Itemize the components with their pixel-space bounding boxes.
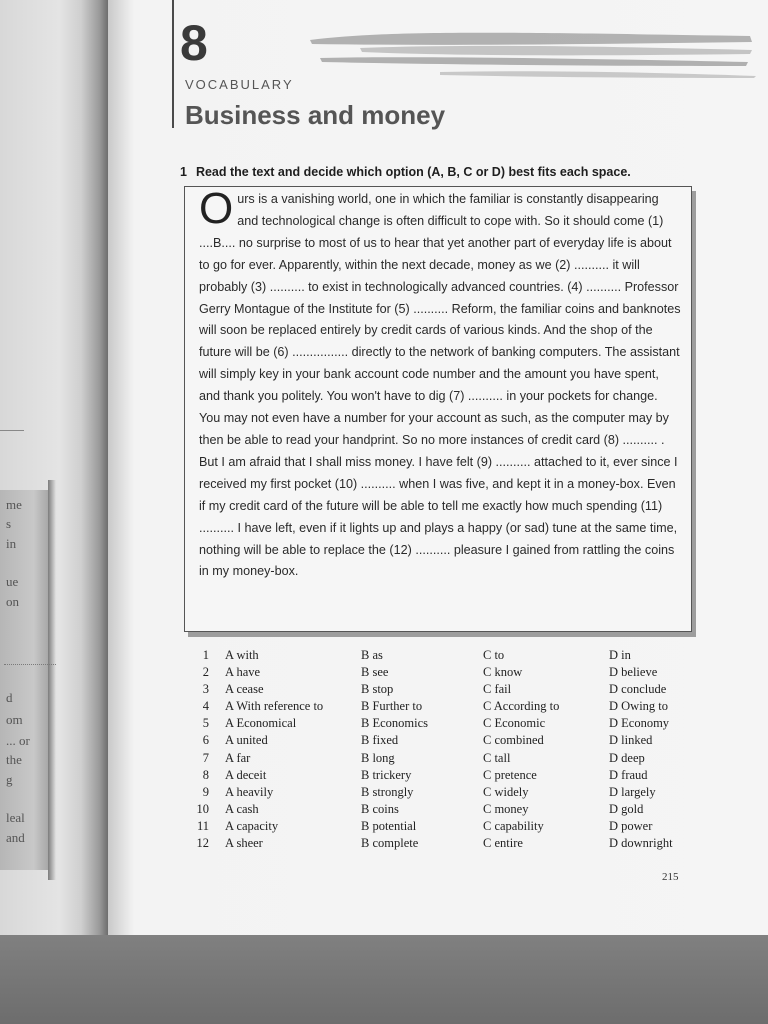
- section-label: VOCABULARY: [185, 77, 294, 92]
- option-number: 10: [196, 801, 209, 816]
- option-number: 5: [202, 716, 209, 731]
- option-b: B Economics: [361, 716, 429, 731]
- option-d: D linked: [609, 733, 653, 748]
- option-number: 2: [202, 665, 209, 680]
- left-fragment: and: [6, 830, 25, 845]
- option-d: D downright: [609, 836, 673, 851]
- option-d: D conclude: [609, 682, 667, 697]
- option-a: A cash: [225, 801, 259, 816]
- option-a: A heavily: [225, 784, 274, 799]
- option-row: [193, 648, 713, 665]
- option-b: B trickery: [361, 767, 412, 782]
- exercise-number: 1: [180, 165, 187, 179]
- option-number: 11: [196, 818, 209, 833]
- option-c: C to: [483, 648, 505, 662]
- option-row: [193, 836, 713, 853]
- scan-bottom-band: [0, 935, 768, 1024]
- option-row: [193, 751, 713, 768]
- option-b: B long: [361, 750, 395, 765]
- page-number: 215: [662, 871, 679, 883]
- option-row: [193, 802, 713, 819]
- option-c: C tall: [483, 750, 511, 765]
- left-fragment: leal: [6, 810, 25, 825]
- option-a: A deceit: [225, 767, 267, 782]
- option-a: A sheer: [225, 836, 263, 851]
- option-c: C fail: [483, 682, 512, 697]
- left-page-rule: [0, 430, 24, 431]
- option-b: B fixed: [361, 733, 399, 748]
- passage-text: [199, 184, 681, 583]
- option-row: [193, 699, 713, 716]
- option-row: [193, 819, 713, 836]
- option-b: B potential: [361, 818, 417, 833]
- option-row: [193, 682, 713, 699]
- left-page-dotted-line: [4, 664, 56, 665]
- option-row: [193, 733, 713, 750]
- option-a: A cease: [225, 682, 264, 697]
- option-row: [193, 716, 713, 733]
- left-fragment: in: [6, 536, 17, 551]
- option-c: C widely: [483, 784, 529, 799]
- brush-stroke-decoration: [300, 22, 760, 82]
- option-a: A Economical: [225, 716, 297, 731]
- option-d: D power: [609, 818, 653, 833]
- option-number: 12: [196, 836, 209, 851]
- drop-cap: O: [199, 184, 234, 233]
- left-fragment: ... or: [6, 733, 30, 748]
- option-b: B Further to: [361, 699, 423, 714]
- option-b: B stop: [361, 682, 394, 697]
- option-a: A with: [225, 648, 259, 662]
- option-number: 4: [202, 699, 209, 714]
- option-d: D gold: [609, 801, 644, 816]
- option-d: D fraud: [609, 767, 648, 782]
- option-d: D Economy: [609, 716, 670, 731]
- option-number: 8: [202, 767, 209, 782]
- chapter-vertical-rule: [172, 0, 174, 128]
- instruction-text: Read the text and decide which option (A, B, C or D) best fits each space.: [195, 165, 631, 179]
- option-a: A have: [225, 665, 261, 680]
- option-c: C money: [483, 801, 529, 816]
- option-b: B see: [361, 665, 389, 680]
- option-d: D largely: [609, 784, 656, 799]
- options-table: [193, 648, 713, 853]
- left-strip-shadow: [48, 480, 56, 880]
- option-c: C Economic: [483, 716, 546, 731]
- exercise-instruction: [180, 165, 631, 179]
- option-number: 7: [202, 750, 209, 765]
- option-a: A united: [225, 733, 268, 748]
- option-d: D Owing to: [609, 699, 669, 714]
- passage-body: urs is a vanishing world, one in which the familiar is constantly disappearing and technological change is often difficult to cope with. So it should come (1) ....B.... no surprise to most of us to hear that yet another part of everyday life is about to go for ever. Apparently, within the next decade, money as we (2) .......... it will probably (3) .......... to exist in technologically advanced countries. (4) .......... Professor Gerry Montague of the Institute for (5) .......... Reform, the familiar coins and banknotes will soon be replaced entirely by credit cards of various kinds. And the shop of the future will be (6) ................ directly to the network of banking computers. The assistant will simply key in your bank account code number and the amount you have spent, and thank you politely. You won't have to dig (7) .......... in your pockets for change. You may not even have a number for your account as such, as the computer may by then be able to read your handprint. So no more instances of credit card (8) .......... . But I am afraid that I shall miss money. I have felt (9) .......... attached to it, ever since I received my first pocket (10) .......... when I was five, and kept it in a money-box. Even if my credit card of the future will be able to tell me exactly how much spending (11) .......... I have left, even if it lights up and plays a happy (or sad) tune at the same time, nothing will be able to replace the (12) .......... pleasure I gained from rattling the coins in my money-box.: [199, 192, 681, 579]
- option-number: 9: [202, 784, 209, 799]
- page-title: Business and money: [185, 100, 446, 130]
- option-c: C pretence: [483, 767, 537, 782]
- option-row: [193, 768, 713, 785]
- option-number: 1: [202, 648, 209, 662]
- option-b: B complete: [361, 836, 419, 851]
- option-c: C entire: [483, 836, 523, 851]
- left-fragment: g: [6, 772, 13, 787]
- option-d: D believe: [609, 665, 658, 680]
- left-fragment: s: [6, 516, 12, 531]
- left-fragment: om: [6, 712, 23, 727]
- passage-box: [184, 186, 692, 632]
- option-row: [193, 665, 713, 682]
- option-row: [193, 785, 713, 802]
- option-b: B coins: [361, 801, 399, 816]
- left-fragment: ue: [6, 574, 19, 589]
- left-fragment: me: [6, 497, 22, 512]
- option-a: A With reference to: [225, 699, 324, 714]
- option-b: B as: [361, 648, 383, 662]
- option-c: C know: [483, 665, 523, 680]
- option-b: B strongly: [361, 784, 414, 799]
- option-d: D in: [609, 648, 631, 662]
- left-fragment: on: [6, 594, 19, 609]
- option-c: C capability: [483, 818, 544, 833]
- option-d: D deep: [609, 750, 645, 765]
- left-fragment: the: [6, 752, 22, 767]
- option-a: A far: [225, 750, 251, 765]
- option-c: C According to: [483, 699, 560, 714]
- option-c: C combined: [483, 733, 544, 748]
- chapter-number: 8: [180, 15, 208, 71]
- option-a: A capacity: [225, 818, 279, 833]
- option-number: 3: [202, 682, 209, 697]
- option-number: 6: [202, 733, 209, 748]
- left-fragment: d: [6, 690, 13, 705]
